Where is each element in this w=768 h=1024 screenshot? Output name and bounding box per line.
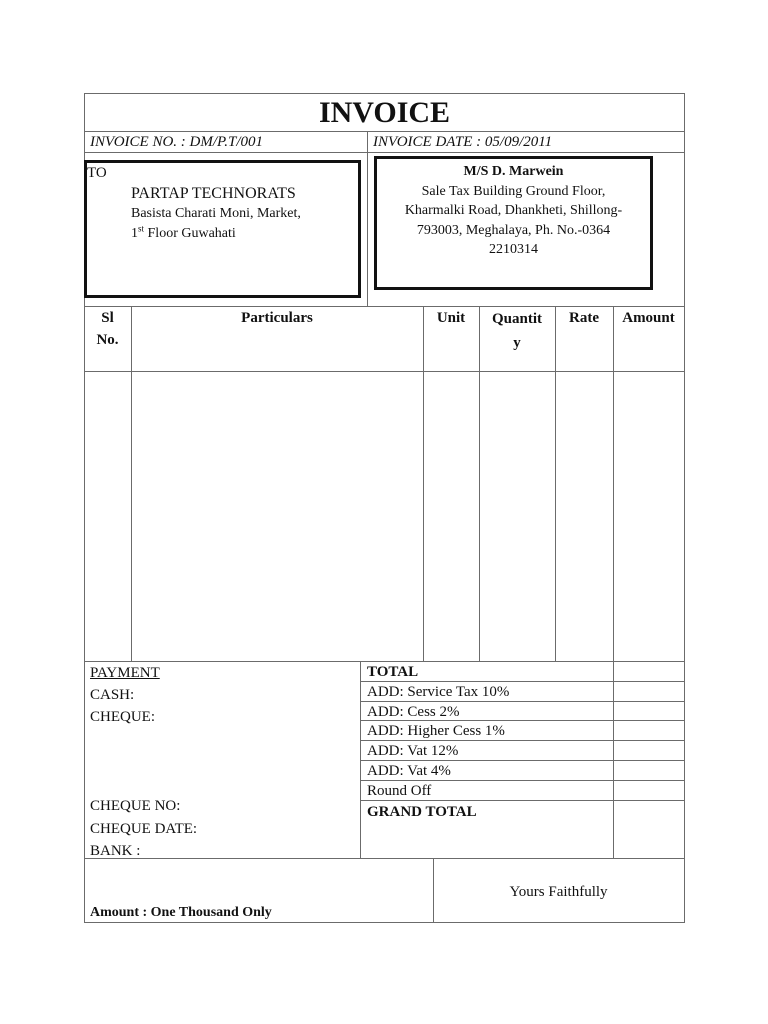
floor-rest: Floor Guwahati (144, 226, 236, 241)
column-header-rate: Rate (569, 310, 599, 326)
rule (360, 681, 685, 682)
floor-superscript: st (138, 223, 145, 234)
header-sl-line1: Sl (101, 310, 114, 326)
recipient-address-line2 (131, 225, 236, 243)
sender-block (374, 162, 653, 260)
rule (360, 701, 685, 702)
rule (684, 93, 685, 923)
rule (131, 306, 132, 662)
column-header-particulars: Particulars (241, 310, 313, 326)
rule (360, 780, 685, 781)
column-header-quantity (479, 307, 555, 355)
column-header-amount: Amount (622, 310, 675, 326)
total-label: TOTAL (367, 664, 419, 680)
round-off-label: Round Off (367, 783, 432, 799)
cess-label: ADD: Cess 2% (367, 704, 460, 720)
sender-address-line1: Sale Tax Building Ground Floor, (421, 183, 606, 199)
invoice-date: INVOICE DATE : 05/09/2011 (373, 134, 553, 150)
rule (613, 306, 614, 859)
sender-name: M/S D. Marwein (463, 164, 564, 179)
rule (367, 131, 368, 306)
header-sl-line2: No. (96, 332, 119, 348)
service-tax-label: ADD: Service Tax 10% (367, 684, 510, 700)
to-label: TO (87, 165, 107, 181)
rule (84, 661, 685, 662)
invoice-number: INVOICE NO. : DM/P.T/001 (90, 134, 264, 150)
rule (84, 922, 685, 923)
vat-12-label: ADD: Vat 12% (367, 743, 459, 759)
vat-4-label: ADD: Vat 4% (367, 763, 451, 779)
recipient-address-line1: Basista Charati Moni, Market, (131, 206, 301, 221)
rule (360, 800, 685, 801)
sender-address-line4: 2210314 (489, 242, 538, 257)
payment-cash: CASH: (90, 687, 135, 703)
sender-address-line3: 793003, Meghalaya, Ph. No.-0364 (416, 222, 611, 238)
payment-heading: PAYMENT (90, 665, 160, 681)
rule (479, 306, 480, 662)
recipient-company: PARTAP TECHNORATS (131, 185, 296, 202)
rule (84, 371, 685, 372)
invoice-title: INVOICE (318, 96, 451, 129)
signoff: Yours Faithfully (509, 884, 608, 900)
rule (84, 152, 685, 153)
rule (84, 858, 685, 859)
rule (360, 760, 685, 761)
higher-cess-label: ADD: Higher Cess 1% (367, 723, 505, 739)
sender-address-line2: Kharmalki Road, Dhankheti, Shillong- (404, 203, 623, 218)
header-quantity-line1: Quantit (491, 311, 542, 327)
floor-number: 1 (131, 226, 138, 241)
amount-in-words: Amount : One Thousand Only (90, 905, 272, 920)
payment-cheque-no: CHEQUE NO: (90, 798, 181, 814)
column-header-sl-no (84, 307, 131, 351)
rule (423, 306, 424, 662)
column-header-unit: Unit (436, 310, 466, 326)
rule (84, 131, 685, 132)
rule (360, 740, 685, 741)
payment-bank: BANK : (90, 843, 141, 859)
payment-cheque-date: CHEQUE DATE: (90, 821, 198, 837)
header-quantity-line2: y (513, 335, 521, 351)
grand-total-label: GRAND TOTAL (367, 804, 477, 820)
payment-cheque: CHEQUE: (90, 709, 155, 725)
rule (555, 306, 556, 662)
